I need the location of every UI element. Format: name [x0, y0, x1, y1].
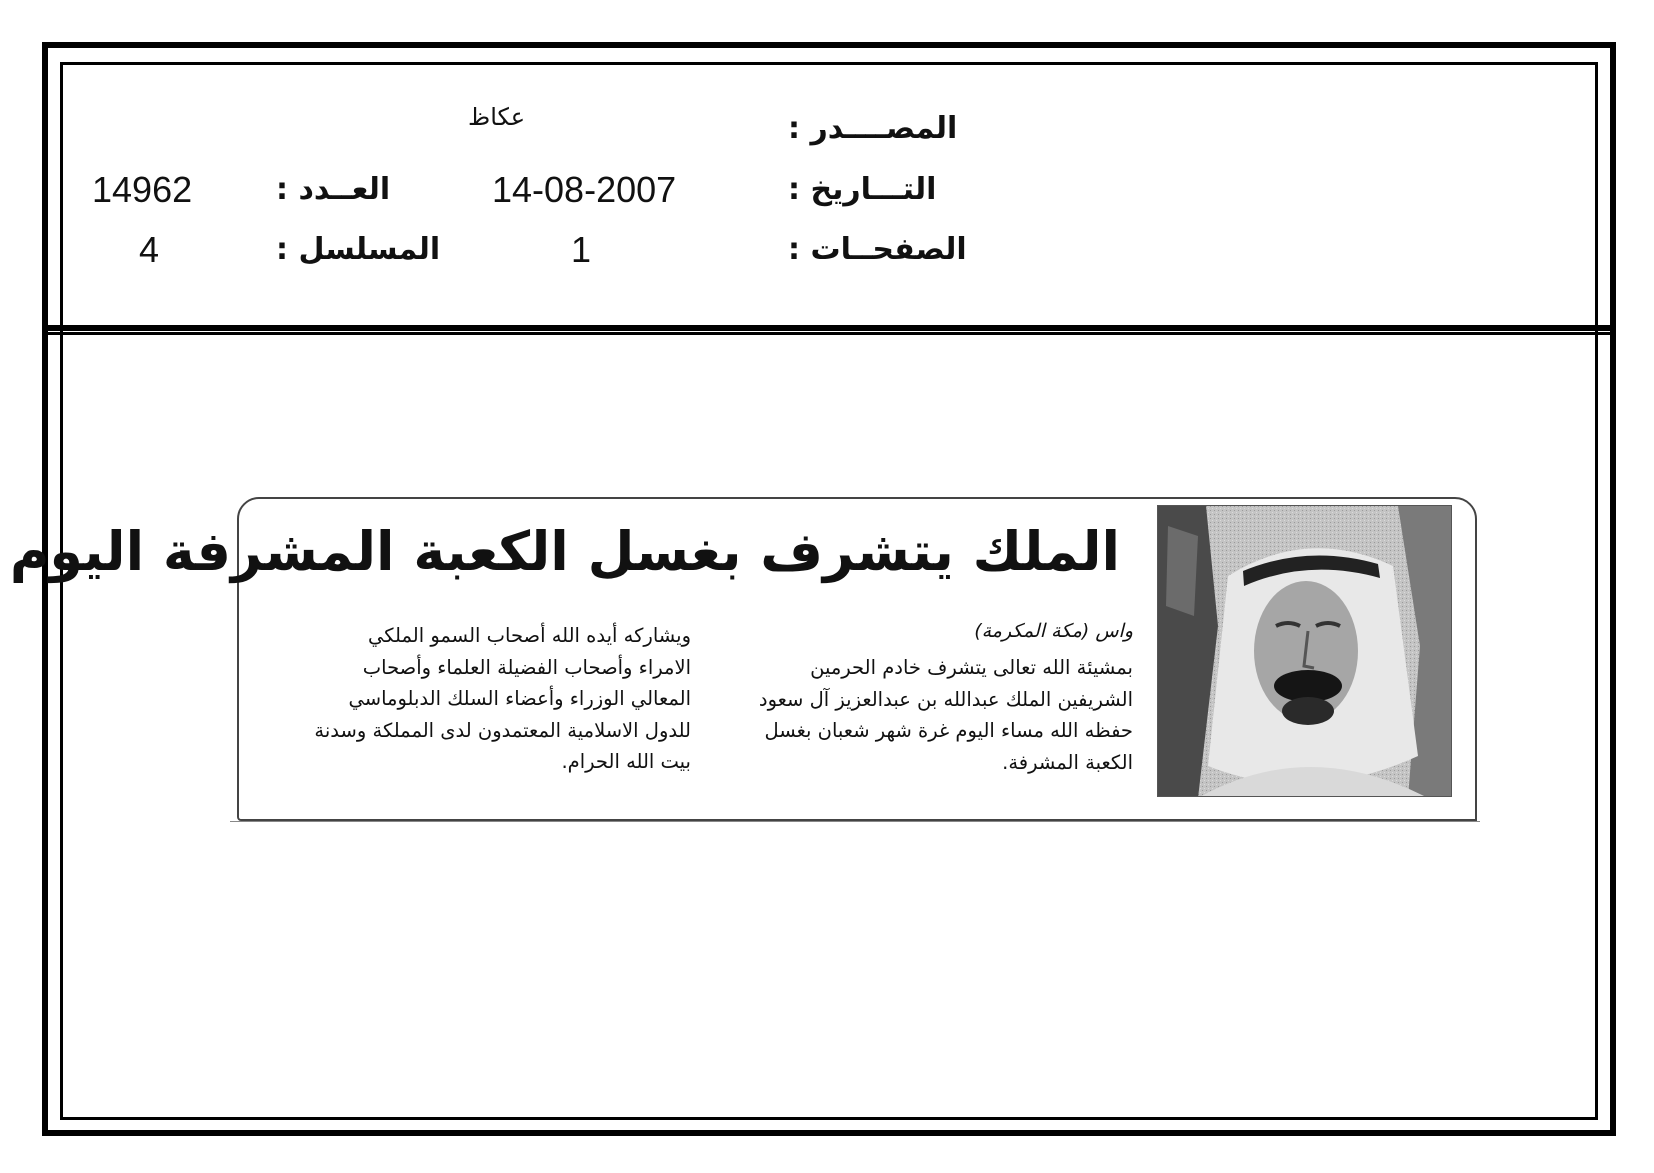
serial-label: المسلسل :	[276, 232, 441, 267]
portrait-photo-icon	[1158, 506, 1452, 797]
date-value: 14-08-2007	[492, 169, 677, 210]
article-line: بيت الله الحرام.	[561, 750, 691, 773]
article-line: الامراء وأصحاب الفضيلة العلماء وأصحاب	[362, 655, 691, 679]
article-line: الشريفين الملك عبدالله بن عبدالعزيز آل سعود	[758, 687, 1133, 711]
date-label: التـــاريخ :	[788, 172, 937, 207]
article-line: المعالي الوزراء وأعضاء السلك الدبلوماسي	[348, 687, 691, 710]
article-line: للدول الاسلامية المعتمدون لدى المملكة وسدنة	[314, 718, 691, 742]
pages-label: الصفحــات :	[788, 232, 967, 267]
article-headline: الملك يتشرف بغسل الكعبة المشرفة اليوم	[9, 520, 1120, 583]
article-line: ويشاركه أيده الله أصحاب السمو الملكي	[368, 624, 691, 647]
pages-value: 1	[571, 229, 592, 270]
article-line: حفظه الله مساء اليوم غرة شهر شعبان بغسل	[764, 719, 1133, 742]
serial-value: 4	[139, 229, 160, 270]
header-divider	[42, 325, 1616, 335]
article-line: بمشيئة الله تعالى يتشرف خادم الحرمين	[810, 656, 1133, 679]
article-byline: واس (مكة المكرمة)	[974, 620, 1133, 642]
article-column-right	[693, 652, 1133, 778]
source-value: عكاظ	[468, 103, 526, 131]
article-photo	[1157, 505, 1452, 797]
article-column-left	[251, 620, 691, 778]
clipping-bottom-rule	[230, 821, 1480, 822]
article-line: الكعبة المشرفة.	[1002, 750, 1133, 774]
issue-value: 14962	[92, 169, 193, 210]
source-label: المصــــدر :	[788, 111, 958, 146]
issue-label: العــدد :	[276, 172, 391, 207]
